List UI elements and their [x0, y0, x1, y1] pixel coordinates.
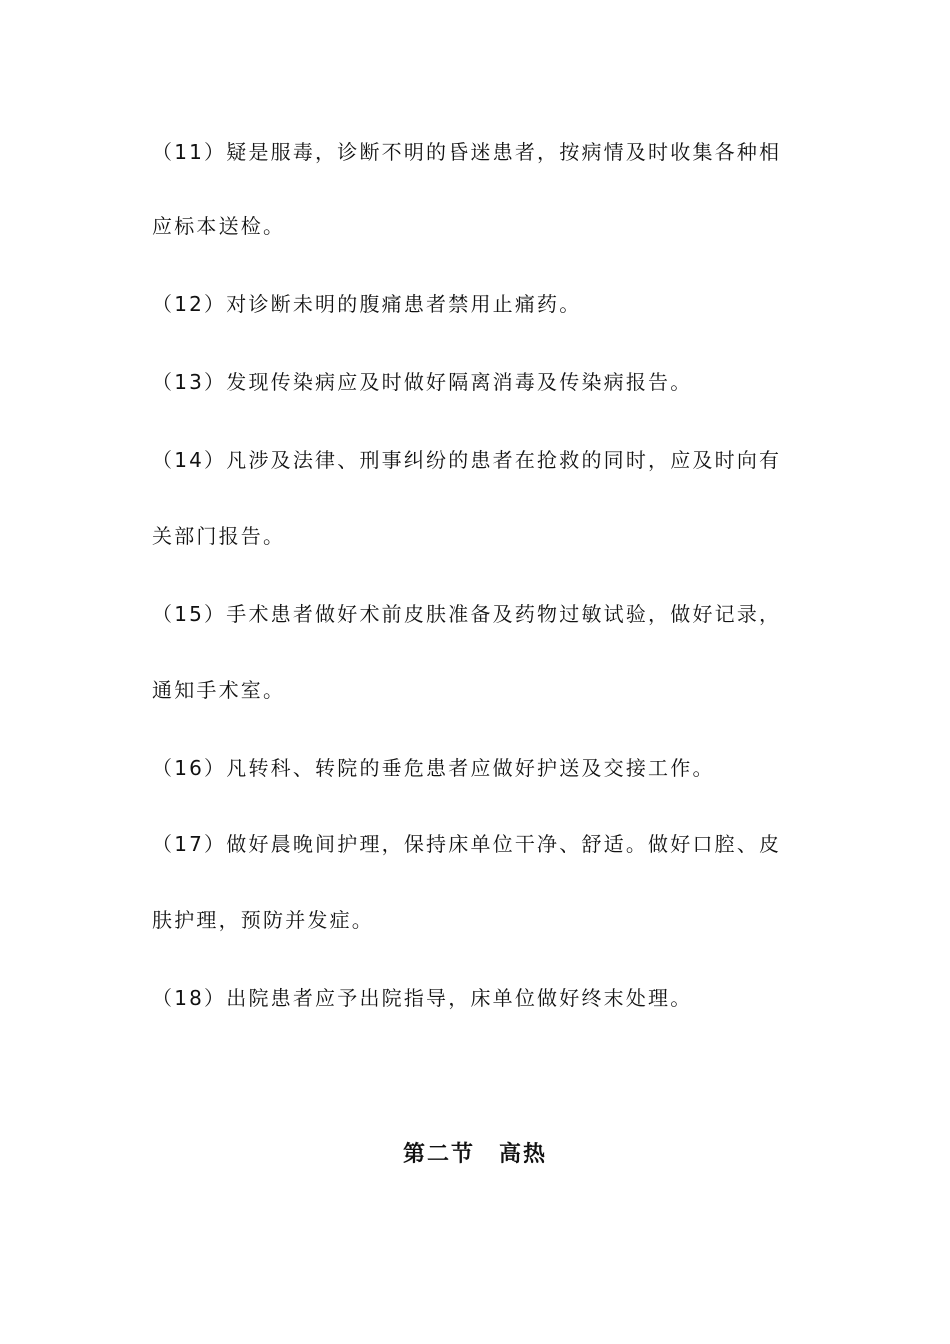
paragraph-line: （12）对诊断未明的腹痛患者禁用止痛药。 — [152, 292, 582, 316]
paragraph-line: 肤护理，预防并发症。 — [152, 908, 374, 932]
paragraph-line: 关部门报告。 — [152, 524, 286, 548]
paragraph-line: 应标本送检。 — [152, 214, 286, 238]
paragraph-line: （13）发现传染病应及时做好隔离消毒及传染病报告。 — [152, 370, 693, 394]
paragraph-line: （15）手术患者做好术前皮肤准备及药物过敏试验，做好记录， — [152, 602, 782, 626]
paragraph-line: 通知手术室。 — [152, 678, 286, 702]
paragraph-line: （11）疑是服毒，诊断不明的昏迷患者，按病情及时收集各种相 — [152, 140, 782, 164]
paragraph-line: （14）凡涉及法律、刑事纠纷的患者在抢救的同时，应及时向有 — [152, 448, 782, 472]
section-heading: 第二节 高热 — [402, 1142, 547, 1167]
paragraph-line: （17）做好晨晚间护理，保持床单位干净、舒适。做好口腔、皮 — [152, 832, 782, 856]
paragraph-line: （18）出院患者应予出院指导，床单位做好终末处理。 — [152, 986, 693, 1010]
paragraph-line: （16）凡转科、转院的垂危患者应做好护送及交接工作。 — [152, 756, 715, 780]
